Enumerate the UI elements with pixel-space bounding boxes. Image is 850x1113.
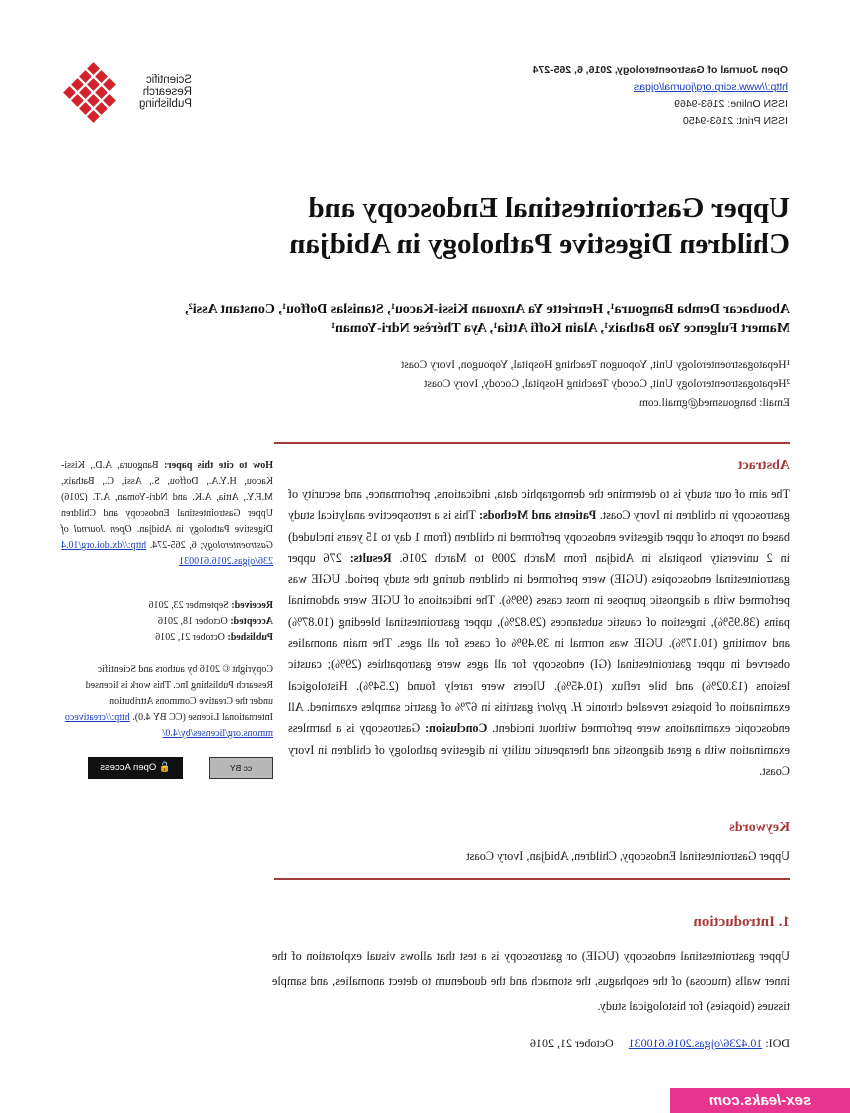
keywords-heading: Keywords: [729, 820, 790, 835]
introduction-heading: 1. Introduction: [693, 914, 790, 930]
affiliation-2: ²Hepatogastroenterology Unit, Cocody Teaching Hospital, Cocody, Ivory Coast: [424, 378, 790, 390]
journal-name: Open Journal of Gastroenterology, 2016, 6, 265-274: [532, 64, 788, 76]
citation-block: [61, 458, 273, 570]
publisher-logo: [62, 62, 192, 124]
abstract-body: [288, 484, 790, 782]
abstract-methods: This is a retrospective analytical study based on reports of upper digestive endoscopy performed in children (from 1 day to 15 years included) in 2 university hospitals in Abidjan from March 2009 to March 2016.: [287, 508, 790, 565]
journal-url-link[interactable]: http://www.scirp.org/journal/ojgas: [633, 81, 788, 93]
conclusion-label: Conclusion:: [425, 721, 488, 736]
logo-line-1: Scientific: [145, 74, 192, 86]
abstract-top-rule: [274, 442, 790, 444]
accepted-row: [61, 614, 273, 630]
introduction-text: Upper gastrointestinal endoscopy (UGIE) or gastroscopy is a test that allows visual exploration of the inner walls (mucosa) of the esophagus, the stomach and the duodenum to detect anomalies, and sample tissues (biopsies) for histological study.: [272, 949, 790, 1013]
abstract-heading: Abstract: [737, 458, 790, 473]
logo-line-2: Research: [142, 86, 192, 98]
logo-diamond-icon: [62, 62, 120, 124]
footer-date: October 21, 2016: [530, 1036, 614, 1050]
license-badges: [61, 757, 273, 781]
paper-title: [60, 190, 790, 262]
authors-line-2: Mamert Fulgence Yao Bathaix¹, Alain Koffi Attia¹, Aya Thérèse Ndri-Yoman¹: [330, 321, 790, 336]
cite-doi-link[interactable]: http://dx.doi.org/10.4236/ojgas.2016.610031: [61, 540, 273, 567]
logo-text: [139, 74, 192, 110]
accepted-date: October 18, 2016: [158, 616, 228, 627]
title-line-2: Children Digestive Pathology in Abidjan: [289, 228, 790, 260]
cite-text: Bangoura, A.D., Kissi-Kacou, H.Y.A., Doffou, S., Assi, C., Bathaix, M.F.Y., Attia, A.K. and Ndri-Yoman, A.T. (2016) Upper Gastrointestinal Endoscopy and Children Digestive Pathology in Abidjan.: [61, 460, 273, 535]
author-email: Email: bangousmed@gmail.com: [638, 397, 790, 409]
footer-doi-link[interactable]: 10.4236/ojgas.2016.610031: [628, 1036, 763, 1050]
published-row: [61, 630, 273, 646]
abstract-conclusion: Gastroscopy is a harmless examination with a great diagnostic and therapeutic utility in digestive pathology of children in Ivory Coast.: [288, 721, 790, 778]
authors-line-1: Aboubacar Demba Bangoura¹, Henriette Ya Anzouan Kissi-Kacou¹, Stanislas Doffou¹, Constant Assi²,: [185, 302, 790, 317]
results-label: Results:: [349, 550, 392, 565]
open-access-icon: 🔓: [158, 762, 171, 773]
title-line-1: Upper Gastrointestinal Endoscopy and: [308, 192, 790, 224]
affiliation-1: ¹Hepatogastroenterology Unit, Yopougon Teaching Hospital, Yopougon, Ivory Coast: [401, 359, 790, 371]
patients-methods-label: Patients and Methods:: [478, 508, 597, 523]
logo-line-3: Publishing: [138, 98, 192, 110]
cc-by-badge[interactable]: cc BY: [209, 757, 273, 779]
published-label: Published:: [227, 632, 273, 643]
keywords-text: Upper Gastrointestinal Endoscopy, Children, Abidjan, Ivory Coast: [466, 849, 790, 863]
abstract-results: 276 upper gastrointestinal endoscopies (UGIE) were performed in children during the study period. UGIE was performed with a diagnostic purpose in most cases (99%). The indications of UGIE were abdominal pains (38.95%), ingestion of caustic substances (29.82%), upper gastrointestinal bleeding (10.87%) and vomiting (10.17%). UGIE was normal in 39.49% of cases for all ages. The main anomalies observed in upper gastrointestinal (GI) endoscopy for all ages were gastropathies (29%); caustic lesions (13.02%) and bile reflux (10.45%). Ulcers were rarely found (2.54%). Histological examination of biopsies revealed chronic: [287, 550, 790, 714]
license-link[interactable]: http://creativecommons.org/licenses/by/4.0/: [64, 712, 273, 739]
received-date: September 23, 2016: [148, 600, 229, 611]
copyright-text: Copyright © 2016 by authors and Scientific Research Publishing Inc. This work is licensed under the Creative Commons Attribution International License (CC BY 4.0).: [85, 664, 273, 723]
received-label: Received:: [231, 600, 273, 611]
keywords-bottom-rule: [274, 878, 790, 880]
journal-info: [533, 62, 788, 130]
received-row: [61, 598, 273, 614]
accepted-label: Accepted:: [230, 616, 273, 627]
doi-label: DOI:: [765, 1036, 790, 1050]
hpylori-term: H. pylori: [537, 699, 583, 714]
copyright-block: [61, 662, 273, 742]
open-access-badge[interactable]: [88, 757, 183, 779]
open-access-label: Open Access: [100, 762, 157, 773]
cite-journal: Open Journal of Gastroenterology: [60, 524, 273, 551]
cite-label: How to cite this paper:: [164, 460, 273, 471]
cite-volume: ; 6, 265-274.: [149, 540, 204, 551]
published-date: October 21, 2016: [155, 632, 225, 643]
page-footer: [530, 1036, 790, 1051]
abstract-results-cont: gastritis in 67% of gastric samples examined. All endoscopic examinations were performed without incident.: [288, 699, 790, 736]
affiliations: [58, 356, 790, 394]
watermark-banner: sex-leaks.com: [670, 1088, 850, 1113]
dates-block: [61, 598, 273, 646]
issn-print: ISSN Print: 2163-9450: [682, 115, 788, 127]
issn-online: ISSN Online: 2163-9469: [674, 98, 788, 110]
abstract-aim: The aim of our study is to determine the demographic data, indications, performance, and security of gastroscopy in children in Ivory Coast.: [288, 487, 790, 523]
authors: [58, 300, 790, 338]
